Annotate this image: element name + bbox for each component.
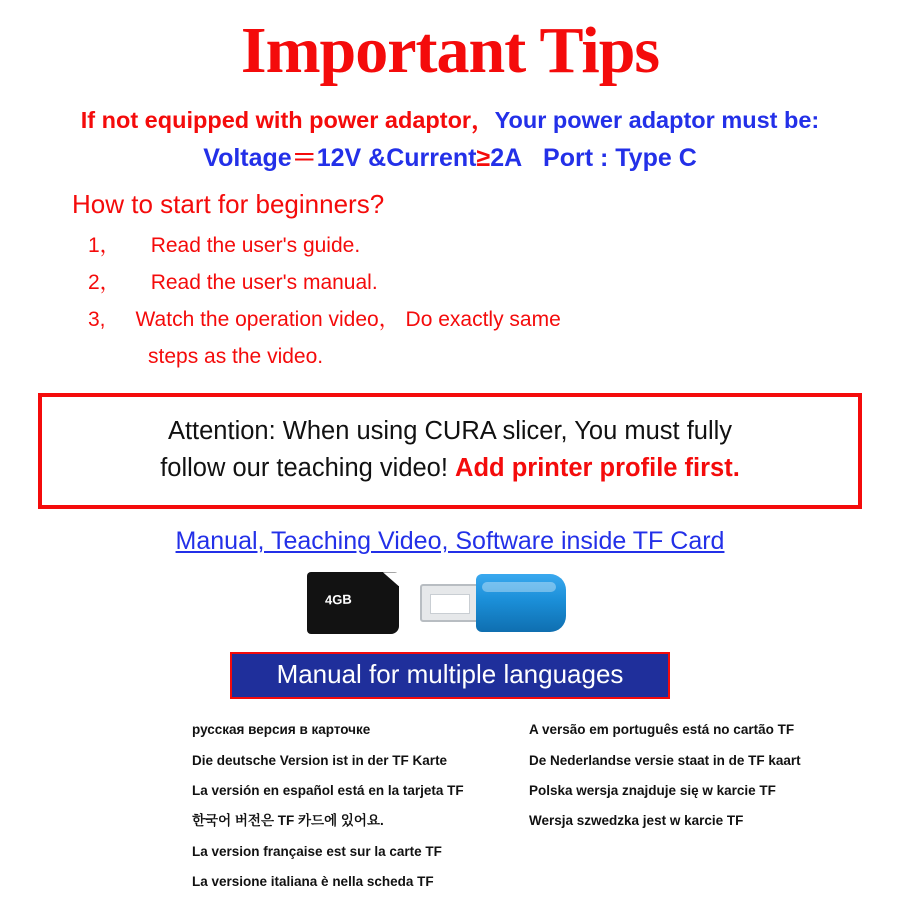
list-item: Wersja szwedzka jest w karcie TF [529, 813, 744, 829]
language-columns [0, 715, 900, 897]
manual-inside-tf-card-link[interactable]: Manual, Teaching Video, Software inside TF Card [175, 527, 725, 556]
attention-line-2-black: follow our teaching video! [160, 454, 448, 483]
list-item: La versione italiana è nella scheda TF [192, 874, 434, 890]
adaptor-requirement-line [0, 106, 900, 135]
port-type: Port : Type C [543, 144, 697, 173]
step-text: steps as the video. [148, 344, 324, 368]
list-item: Die deutsche Version ist in der TF Karte [192, 752, 448, 768]
attention-line-2 [62, 450, 838, 487]
step-text: Read the user's guide. [150, 234, 361, 258]
steps-list [88, 228, 900, 375]
adaptor-text-1: If not equipped with power adaptor [80, 107, 472, 133]
usb-connector [420, 584, 482, 622]
usb-body [476, 574, 566, 632]
step-text: Read the user's manual. [150, 271, 378, 295]
voltage-label: Voltage [203, 144, 292, 173]
tf-card-icon [307, 572, 399, 634]
voltage-value: 12V &Current [316, 144, 477, 173]
list-item [88, 228, 900, 265]
multi-language-banner: Manual for multiple languages [230, 652, 670, 699]
tips-page [0, 14, 900, 918]
attention-box [38, 393, 862, 509]
list-item: A versão em português está no cartão TF [529, 722, 795, 738]
equals-sign: ＝ [291, 144, 317, 173]
step-number: 2， [88, 271, 121, 295]
page-title: Important Tips [240, 14, 660, 87]
attention-line-2-red: Add printer profile first. [455, 454, 740, 483]
current-value: 2A [490, 144, 523, 173]
list-item-continuation [118, 339, 900, 376]
list-item: 한국어 버전은 TF 카드에 있어요. [192, 813, 384, 829]
list-item [88, 302, 900, 339]
list-item: русская версия в карточке [192, 722, 371, 738]
step-text: Watch the operation video， Do exactly same [135, 307, 561, 331]
list-item: La version française est sur la carte TF [192, 843, 442, 859]
how-to-start-heading: How to start for beginners? [72, 189, 385, 220]
attention-line-1: Attention: When using CURA slicer, You must fully [167, 417, 733, 446]
list-item: De Nederlandse versie staat in de TF kaart [529, 752, 801, 768]
step-number: 3, [88, 307, 106, 331]
adaptor-text-2: Your power adaptor must be: [494, 107, 820, 133]
language-column-left [192, 715, 529, 897]
list-item [88, 265, 900, 302]
media-illustration [0, 570, 900, 642]
list-item: Polska wersja znajduje się w karcie TF [529, 783, 776, 799]
greater-equal-sign: ≥ [476, 144, 491, 173]
step-number: 1， [88, 234, 121, 258]
language-column-right [529, 715, 829, 897]
adaptor-comma: ， [471, 107, 495, 133]
voltage-line [0, 143, 900, 173]
list-item: La versión en español está en la tarjeta TF [192, 783, 464, 799]
tf-card-capacity-label: 4GB [324, 591, 352, 608]
usb-drive-icon [420, 570, 565, 636]
